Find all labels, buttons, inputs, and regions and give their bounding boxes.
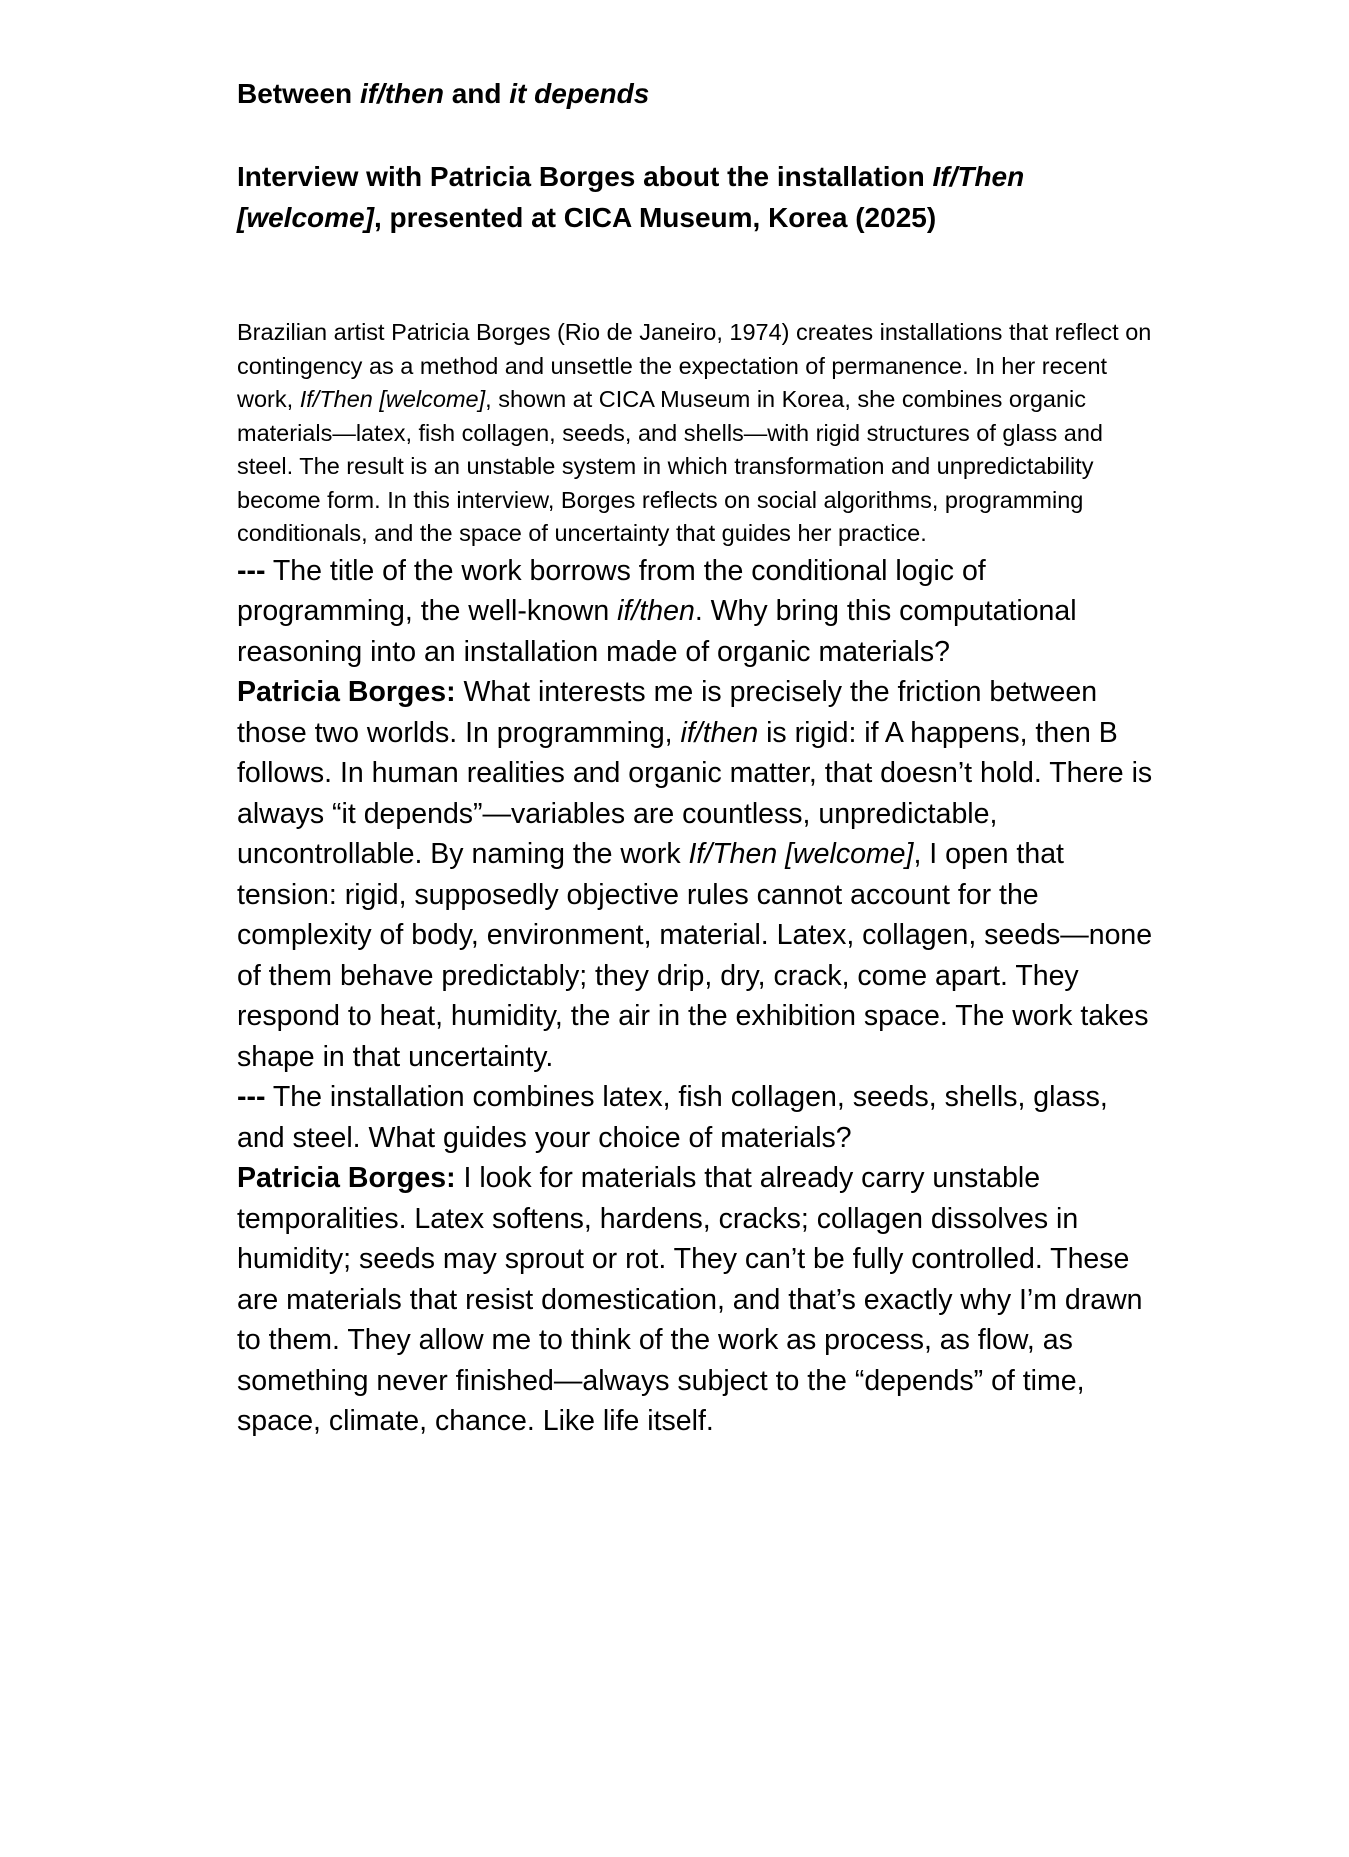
- answer-italic: if/then: [680, 716, 759, 749]
- document-title: [237, 76, 1157, 112]
- interview-section: [237, 551, 1157, 1442]
- question-marker: ---: [237, 1081, 266, 1113]
- document-page: [237, 76, 1157, 1442]
- answer-text: , I open that tension: rigid, supposedly objective rules cannot account for the complexity of body, environment, material. Latex, collagen, seeds—none of them behave predictably; they drip, dry, crack, come apart. They respond to heat, humidity, the air in the exhibition space. The work takes shape in that uncertainty.: [237, 838, 1153, 1073]
- intro-text: Brazilian artist Patricia Borges (Rio de Janeiro, 1974) creates installations that reflect on contingency as a method and unsettle the expectation of permanence. In her recent work,: [237, 319, 1152, 412]
- speaker-label: Patricia Borges:: [237, 1162, 456, 1194]
- question-2: [237, 1077, 1157, 1158]
- title-text: Between: [237, 78, 360, 109]
- question-1: [237, 551, 1157, 673]
- answer-text: What interests me is precisely the friction between those two worlds. In programming,: [237, 676, 1098, 749]
- answer-text: I look for materials that already carry unstable temporalities. Latex softens, hardens, cracks; collagen dissolves in humidity; seeds may sprout or rot. They can’t be fully controlled. These are materials that resist domestication, and that’s exactly why I’m drawn to them. They allow me to think of the work as process, as flow, as something never finished—always subject to the “depends” of time, space, climate, chance. Like life itself.: [237, 1162, 1143, 1437]
- title-italic-ifthen: if/then: [359, 78, 444, 109]
- question-text: The installation combines latex, fish collagen, seeds, shells, glass, and steel. What guides your choice of materials?: [237, 1081, 1108, 1154]
- answer-2: [237, 1158, 1157, 1442]
- answer-1: [237, 672, 1157, 1077]
- speaker-label: Patricia Borges:: [237, 676, 456, 708]
- question-italic: if/then: [617, 595, 695, 627]
- answer-text: is rigid: if A happens, then B follows. In human realities and organic matter, that doesn’t hold. There is always “it depends”—variables are countless, unpredictable, uncontrollable. By naming the work: [237, 716, 1153, 870]
- subtitle-text: , presented at CICA Museum, Korea (2025): [373, 202, 937, 233]
- subtitle-italic-work-title: If/Then [welcome]: [237, 161, 1025, 233]
- title-text: and: [443, 78, 510, 109]
- title-italic-itdepends: it depends: [509, 78, 650, 109]
- intro-paragraph: [237, 316, 1157, 551]
- intro-text: , shown at CICA Museum in Korea, she combines organic materials—latex, fish collagen, seeds, and shells—with rigid structures of glass and steel. The result is an unstable system in which transformation and unpredictability become form. In this interview, Borges reflects on social algorithms, programming conditionals, and the space of uncertainty that guides her practice.: [237, 386, 1103, 546]
- question-text: . Why bring this computational reasoning into an installation made of organic materials?: [237, 595, 1077, 668]
- question-marker: ---: [237, 554, 266, 587]
- answer-italic: If/Then [welcome]: [688, 838, 914, 870]
- question-text: The title of the work borrows from the conditional logic of programming, the well-known: [237, 554, 986, 627]
- intro-italic-work-title: If/Then [welcome]: [299, 386, 486, 412]
- document-subtitle: [237, 156, 1157, 238]
- subtitle-text: Interview with Patricia Borges about the installation: [237, 161, 933, 192]
